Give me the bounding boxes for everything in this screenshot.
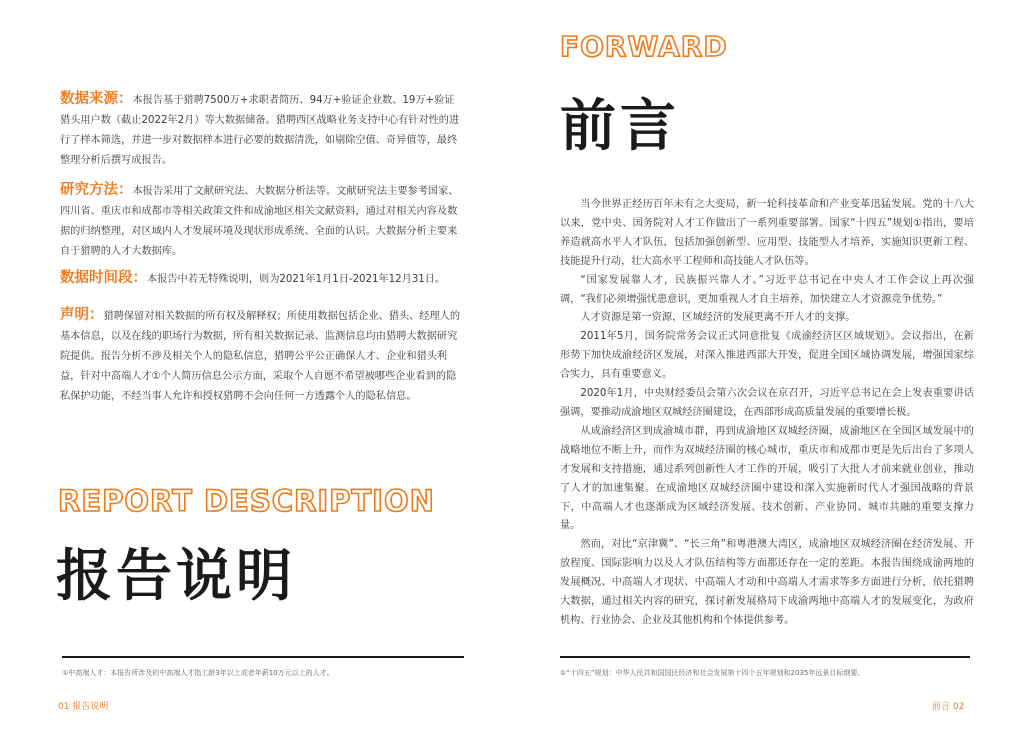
- paragraph: 2011年5月，国务院常务会议正式同意批复《成渝经济区区域规划》。会议指出，在新形势下加快成渝经济区发展，对深入推进西部大开发，促进全国区域协调发展，增强国家综合实力，具有重要意义。: [560, 331, 974, 381]
- title-en-forward: FORWARD: [560, 30, 728, 63]
- section-data-period: [60, 268, 462, 290]
- paragraph: 当今世界正经历百年未有之大变局，新一轮科技革命和产业变革迅猛发展。党的十八大以来，党中央、国务院对人才工作做出了一系列重要部署。国家“十四五”规划①指出，要培养造就高水平人才队伍，包括加强创新型、应用型、技能型人才培养，实施知识更新工程、技能提升行动，壮大高水平工程师和高技能人才队伍等。: [560, 199, 974, 267]
- section-statement: [60, 305, 462, 407]
- section-text: 本报告基于猎聘7500万+求职者简历、94万+验证企业数、19万+验证猎头用户数（截止2022年2月）等大数据储备。猎聘西区战略业务支持中心有针对性的进行了样本筛选，并进一步对数据样本进行必要的数据清洗，如剔除空值、奇异值等，最终整理分析后撰写成报告。: [60, 95, 460, 166]
- page-number: 前言 02: [932, 702, 965, 712]
- paragraph: 从成渝经济区到成渝城市群，再到成渝地区双城经济圈，成渝地区在全国区域发展中的战略地位不断上升，而作为双城经济圈的核心城市，重庆市和成都市更是先后出台了多项人才发展和支持措施，通过系列创新性人才工作的开展，吸引了大批人才前来就业创业，推动了人才的加速集聚。在成渝地区双城经济圈中建设和深入实施新时代人才强国战略的背景下，中高端人才也逐渐成为区域经济发展、技术创新、产业协同、城市共融的重要支撑力量。: [560, 425, 974, 532]
- divider: [62, 656, 464, 658]
- paragraph: 2020年1月，中央财经委员会第六次会议在京召开，习近平总书记在会上发表重要讲话强调，要推动成渝地区双城经济圈建设，在西部形成高质量发展的重要增长极。: [560, 388, 974, 418]
- section-title: 声明：: [60, 307, 104, 323]
- page-title-report-description: 报告说明: [56, 544, 296, 609]
- section-research-method: [60, 180, 462, 262]
- section-title: 研究方法：: [60, 182, 133, 198]
- section-text: 本报告中若无特殊说明，则为2021年1月1日-2021年12月31日。: [147, 274, 446, 285]
- forward-body: [560, 196, 974, 631]
- section-title: 数据来源：: [60, 91, 133, 107]
- footnote: ①中高端人才：本报告所涉及的中高端人才指工龄3年以上或者年薪10万元以上的人才。: [62, 669, 334, 677]
- section-title: 数据时间段：: [60, 270, 147, 286]
- title-en-report-description: REPORT DESCRIPTION: [58, 484, 435, 518]
- section-text: 猎聘保留对相关数据的所有权及解释权；所使用数据包括企业、猎头、经理人的基本信息，以及在线的职场行为数据，所有相关数据记录、监测信息均由猎聘大数据研究院提供。报告分析不涉及相关个人的隐私信息，猎聘公平公正确保人才、企业和猎头利益，针对中高端人才①个人简历信息公示方面，采取个人自愿不希望被哪些企业看到的隐私保护功能，不经当事人允许和授权猎聘不会向任何一方透露个人的隐私信息。: [60, 311, 461, 402]
- footnote: ①“十四五”规划：中华人民共和国国民经济和社会发展第十四个五年规划和2035年远景目标纲要。: [560, 669, 865, 677]
- paragraph: 人才资源是第一资源，区域经济的发展更离不开人才的支撑。: [580, 312, 856, 324]
- paragraph: 然而，对比“京津冀”、“长三角”和粤港澳大湾区，成渝地区双城经济圈在经济发展、开放程度、国际影响力以及人才队伍结构等方面都还存在一定的差距。本报告围绕成渝两地的发展概况、中高端人才现状、中高端人才动和中高端人才需求等多方面进行分析，依托猎聘大数据，通过相关内容的研究，探讨新发展格局下成渝两地中高端人才的发展变化，为政府机构、行业协会、企业及其他机构和个体提供参考。: [560, 539, 974, 626]
- page-title-forward: 前言: [560, 94, 680, 159]
- section-text: 本报告采用了文献研究法、大数据分析法等。文献研究法主要参考国家、四川省、重庆市和成都市等相关政策文件和成渝地区相关文献资料，通过对相关内容及数据的归纳整理，对区域内人才发展环境及现状形成系统、全面的认识。大数据分析主要来自于猎聘的人才大数据库。: [60, 186, 459, 257]
- section-data-source: [60, 89, 462, 171]
- paragraph: “国家发展靠人才，民族振兴靠人才。”习近平总书记在中央人才工作会议上再次强调，“我们必须增强忧患意识，更加重视人才自主培养，加快建立人才资源竞争优势。”: [560, 274, 974, 305]
- divider: [560, 656, 970, 658]
- page-number: 01 报告说明: [58, 702, 109, 712]
- right-page: [512, 0, 1024, 739]
